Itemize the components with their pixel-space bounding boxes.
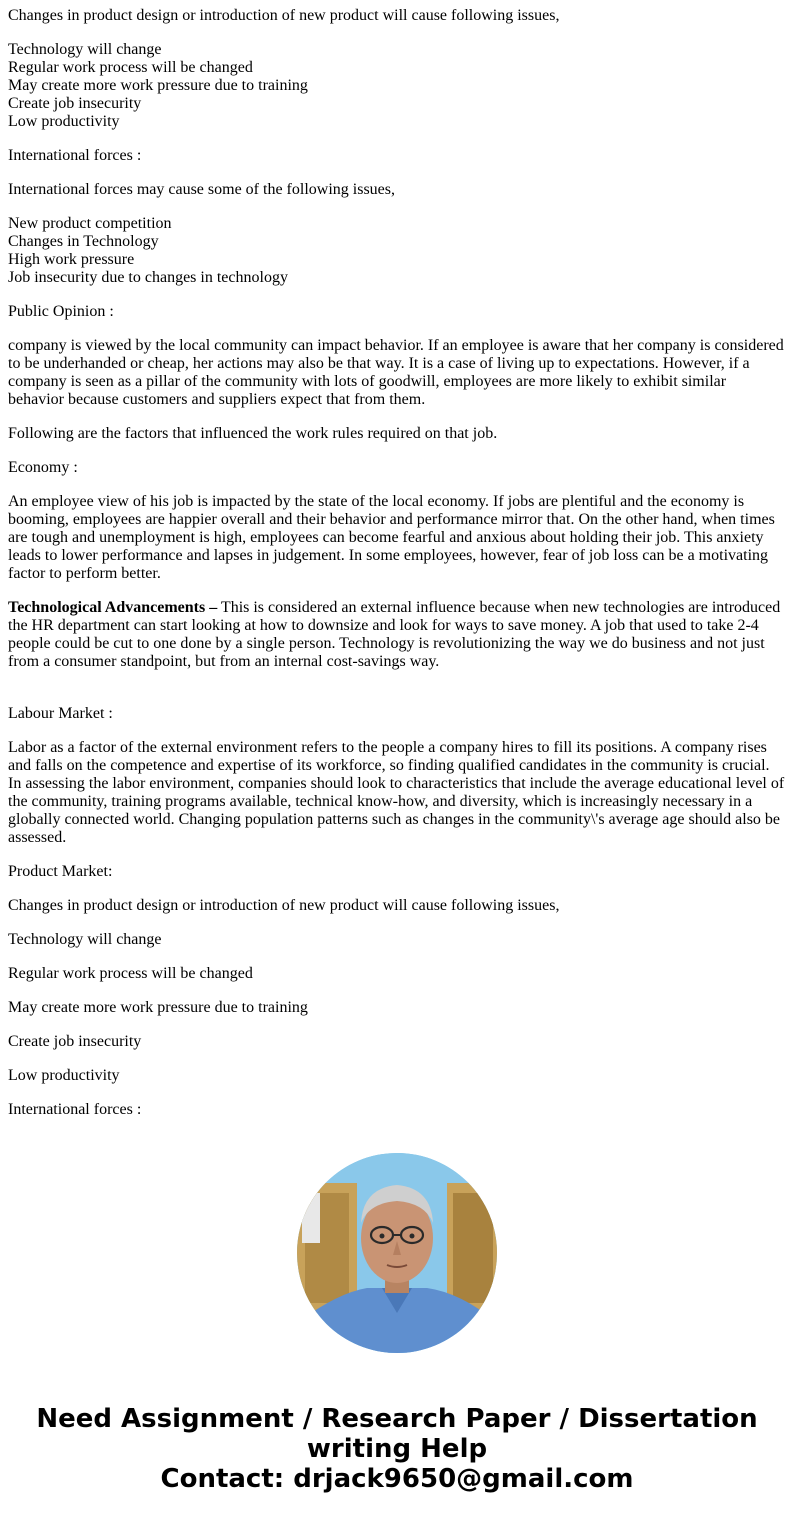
promo-contact: Contact: drjack9650@gmail.com	[160, 1464, 634, 1494]
labour-body: Labor as a factor of the external environment refers to the people a company hires to fill its positions. A company rises and falls on the competence and expertise of its workforce, so finding qualified candidates in the community is crucial. In assessing the labor environment, companies should look to characteristics that include the average educational level of the community, training programs available, technical know-how, and diversity, which is increasingly necessary in a globally connected world. Changing population patterns such as changes in the community\'s average age should also be assessed.	[8, 739, 785, 846]
labour-heading: Labour Market :	[8, 705, 113, 722]
list-item: Technology will change	[8, 931, 162, 948]
factors-intro: Following are the factors that influenced the work rules required on that job.	[8, 425, 498, 442]
international-intro: International forces may cause some of the following issues,	[8, 181, 395, 198]
spacer	[8, 687, 786, 705]
list-item: Changes in Technology	[8, 233, 159, 250]
list-item: Regular work process will be changed	[8, 965, 253, 982]
trailing-heading: International forces :	[8, 1101, 142, 1118]
list-item: Regular work process will be changed	[8, 59, 253, 76]
list-item: Create job insecurity	[8, 95, 142, 112]
international-heading: International forces :	[8, 147, 142, 164]
product-market-heading: Product Market:	[8, 863, 113, 880]
product-market-intro: Changes in product design or introduction of new product will cause following issues,	[8, 897, 560, 914]
list-item: May create more work pressure due to training	[8, 77, 308, 94]
document-body	[0, 7, 794, 1119]
list-item: Create job insecurity	[8, 1033, 142, 1050]
list-item: Job insecurity due to changes in technology	[8, 269, 288, 286]
author-avatar	[297, 1153, 497, 1353]
economy-heading: Economy :	[8, 459, 78, 476]
promo-banner	[0, 1404, 794, 1494]
issues-list-1	[8, 41, 786, 131]
public-opinion-heading: Public Opinion :	[8, 303, 114, 320]
list-item: Low productivity	[8, 113, 120, 130]
list-item: May create more work pressure due to training	[8, 999, 308, 1016]
list-item: High work pressure	[8, 251, 135, 268]
list-item: Technology will change	[8, 41, 162, 58]
intro-paragraph: Changes in product design or introduction of new product will cause following issues,	[8, 7, 560, 24]
promo-line-1: Need Assignment / Research Paper / Dissertation	[36, 1404, 758, 1434]
list-item: New product competition	[8, 215, 172, 232]
technology-body: This is considered an external influence because when new technologies are introduced the HR department can start looking at how to downsize and look for ways to save money. A job that used to take 2-4 people could be cut to one done by a single person. Technology is revolutionizing the way we do business and not just from a consumer standpoint, but from an internal cost-savings way.	[8, 599, 781, 670]
promo-line-2: writing Help	[306, 1434, 488, 1464]
portrait-image	[297, 1153, 497, 1353]
list-item: Low productivity	[8, 1067, 120, 1084]
technology-heading: Technological Advancements –	[8, 599, 218, 616]
international-list	[8, 215, 786, 287]
public-opinion-body: company is viewed by the local community can impact behavior. If an employee is aware that her company is considered to be underhanded or cheap, her actions may also be that way. It is a case of living up to expectations. However, if a company is seen as a pillar of the community with lots of goodwill, employees are more likely to exhibit similar behavior because customers and suppliers expect that from them.	[8, 337, 784, 408]
technology-paragraph	[8, 599, 786, 671]
economy-body: An employee view of his job is impacted by the state of the local economy. If jobs are plentiful and the economy is booming, employees are happier overall and their behavior and performance mirror that. On the other hand, when times are tough and unemployment is high, employees can become fearful and anxious about holding their job. This anxiety leads to lower performance and lapses in judgement. In some employees, however, fear of job loss can be a motivating factor to perform better.	[8, 493, 775, 582]
